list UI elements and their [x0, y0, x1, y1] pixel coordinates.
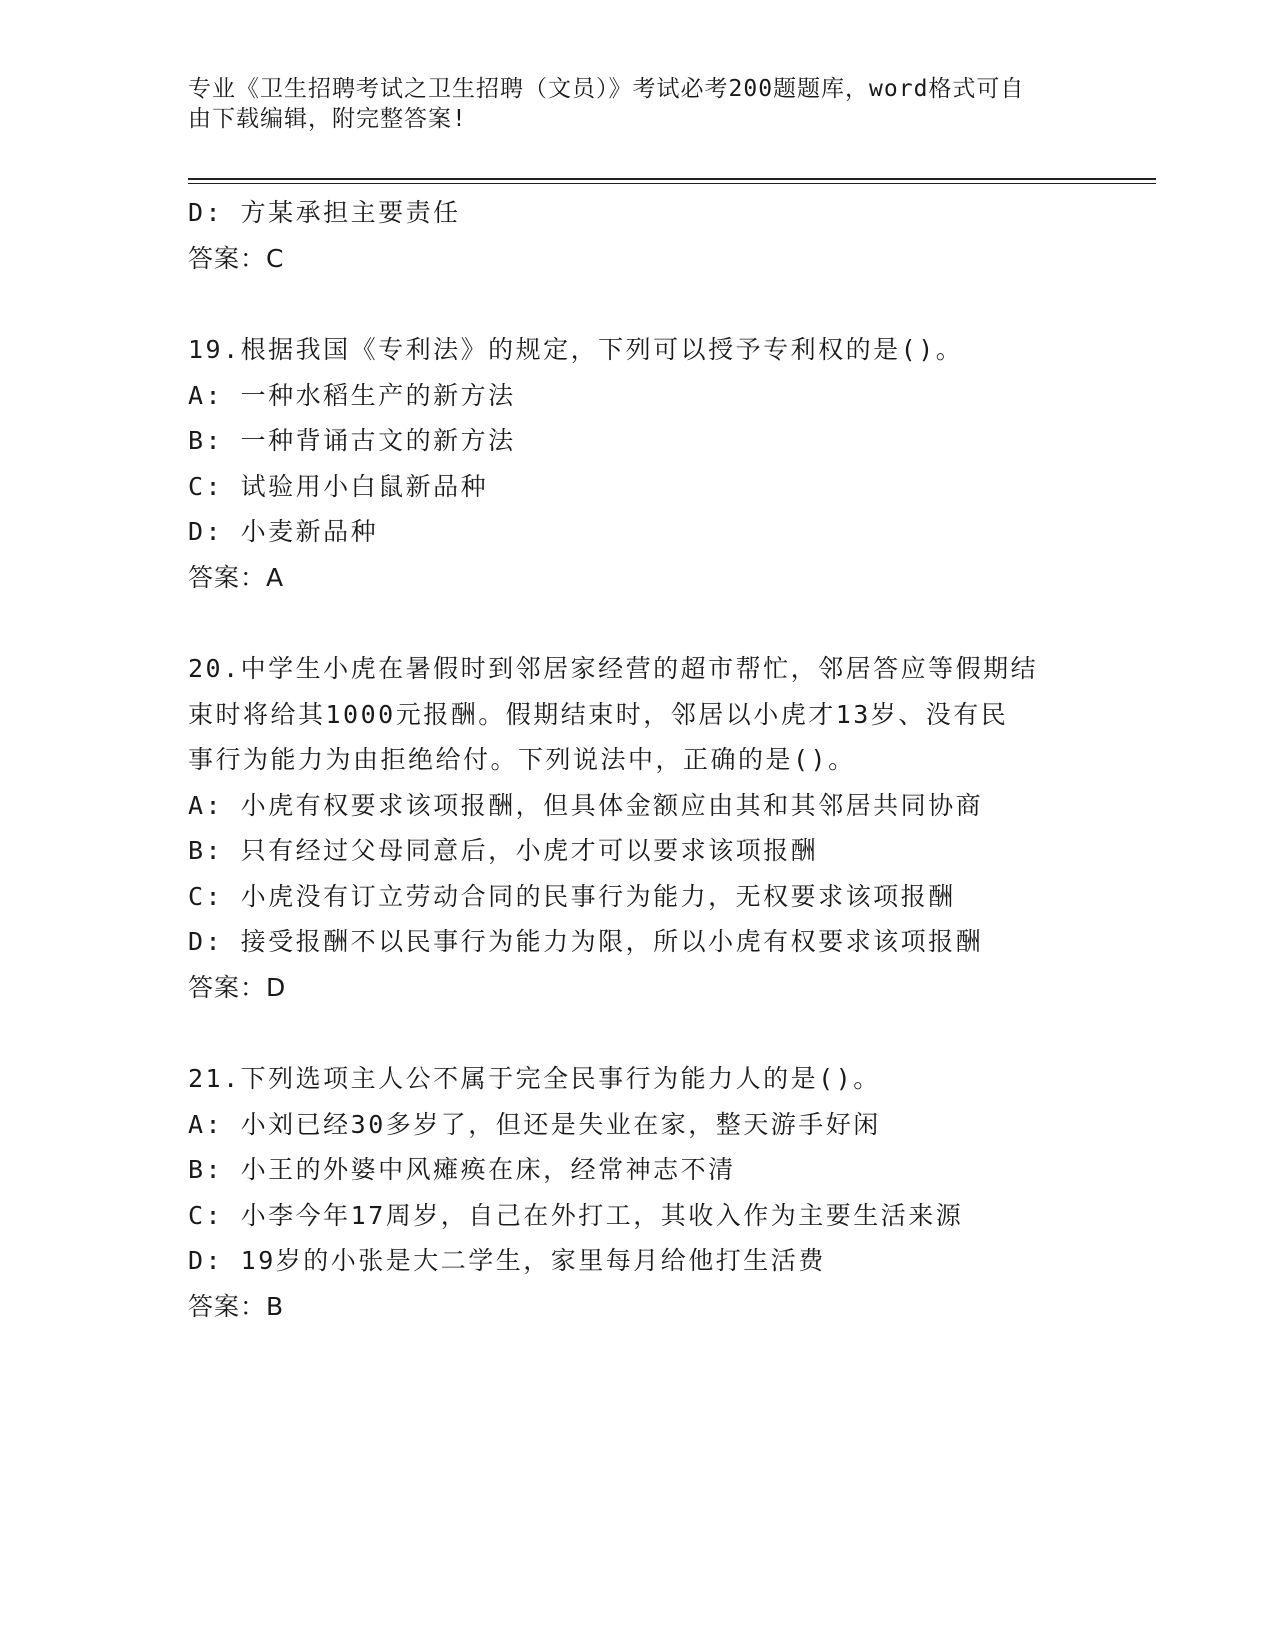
option-b: B: 一种背诵古文的新方法: [188, 426, 516, 455]
header-title-line-2: 由下载编辑，附完整答案!: [188, 106, 467, 132]
question-19: [188, 327, 1088, 600]
option-c: C: 小李今年17周岁，自己在外打工，其收入作为主要生活来源: [188, 1200, 964, 1230]
spacer: [188, 281, 1088, 327]
answer-line: 答案：A: [188, 562, 285, 592]
option-b: B: 小王的外婆中风瘫痪在床，经常神志不清: [188, 1155, 736, 1184]
document-header: [188, 74, 1068, 134]
question-21: [188, 1056, 1088, 1329]
question-stem: 19.根据我国《专利法》的规定，下列可以授予专利权的是()。: [188, 335, 964, 364]
question-20: [188, 646, 1088, 1010]
spacer: [188, 600, 1088, 646]
header-divider-thin: [188, 183, 1156, 184]
previous-question-tail: [188, 190, 1088, 281]
question-stem: 21.下列选项主人公不属于完全民事行为能力人的是()。: [188, 1064, 881, 1093]
option-d: D: 方某承担主要责任: [188, 198, 461, 227]
question-stem-line-2: 束时将给其1000元报酬。假期结束时，邻居以小虎才13岁、没有民: [188, 699, 1009, 729]
question-list: [188, 190, 1088, 1329]
option-a: A: 小刘已经30多岁了，但还是失业在家，整天游手好闲: [188, 1109, 881, 1139]
option-a: A: 一种水稻生产的新方法: [188, 380, 516, 410]
question-stem-line-3: 事行为能力为由拒绝给付。下列说法中，正确的是()。: [188, 745, 856, 774]
answer-line: 答案：B: [188, 1291, 285, 1321]
spacer: [188, 1010, 1088, 1056]
header-divider-thick: [188, 178, 1156, 180]
option-c: C: 小虎没有订立劳动合同的民事行为能力，无权要求该项报酬: [188, 881, 956, 911]
option-d: D: 小麦新品种: [188, 517, 379, 546]
question-stem-line-1: 20.中学生小虎在暑假时到邻居家经营的超市帮忙，邻居答应等假期结: [188, 654, 1039, 683]
option-d: D: 19岁的小张是大二学生，家里每月给他打生活费: [188, 1246, 826, 1275]
header-title-line-1: 专业《卫生招聘考试之卫生招聘（文员）》考试必考200题题库，word格式可自: [188, 76, 1025, 102]
answer-line: 答案：C: [188, 243, 285, 273]
answer-line: 答案：D: [188, 972, 287, 1002]
option-c: C: 试验用小白鼠新品种: [188, 471, 489, 501]
option-d: D: 接受报酬不以民事行为能力为限，所以小虎有权要求该项报酬: [188, 927, 984, 956]
option-a: A: 小虎有权要求该项报酬，但具体金额应由其和其邻居共同协商: [188, 790, 984, 820]
option-b: B: 只有经过父母同意后，小虎才可以要求该项报酬: [188, 836, 819, 865]
